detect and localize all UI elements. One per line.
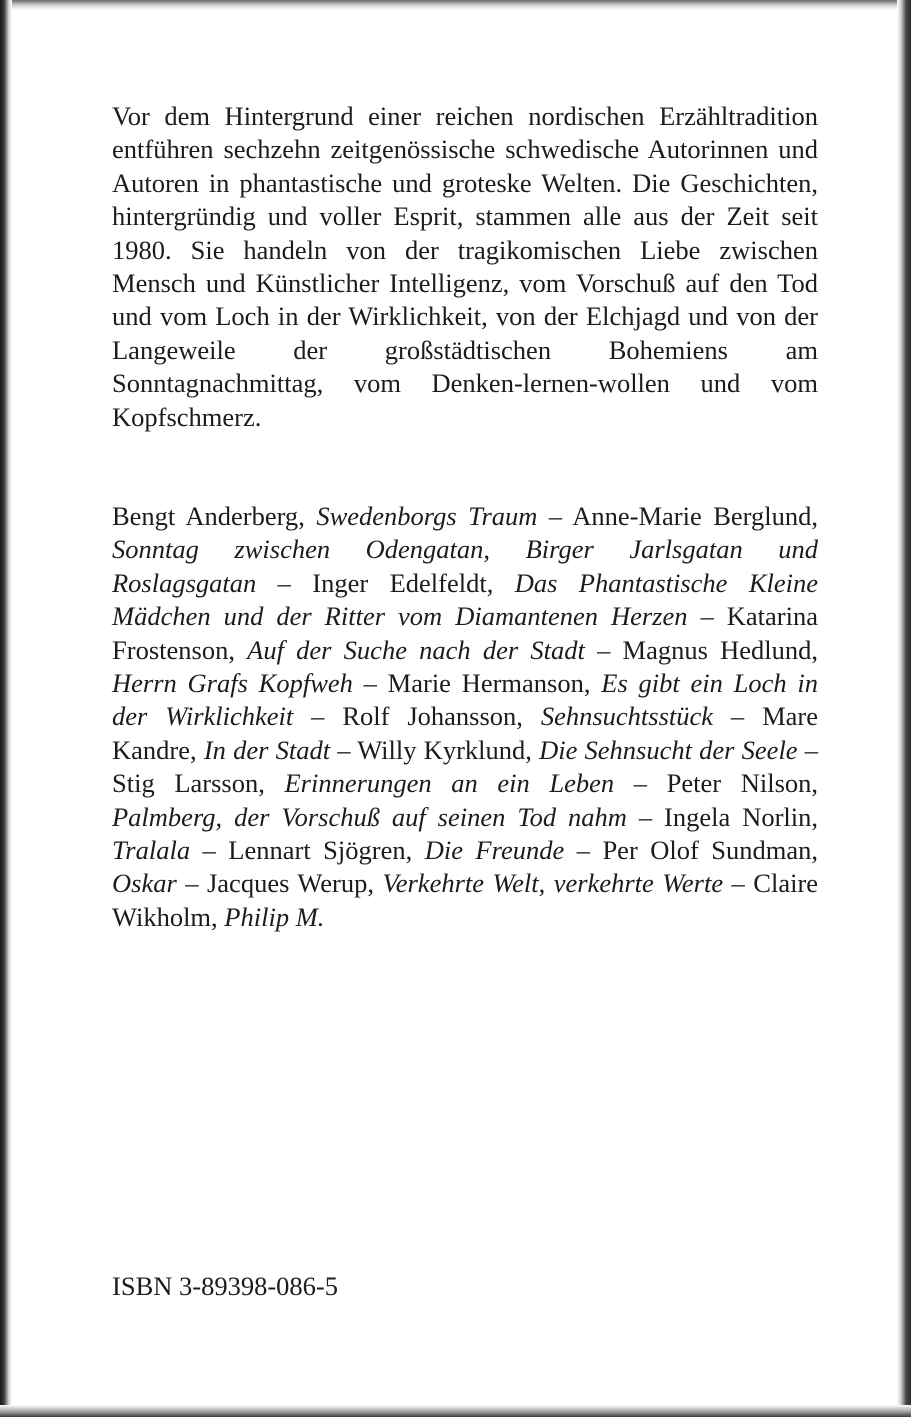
entry-title: Verkehrte Welt, verkehrte Werte [382, 868, 724, 899]
entry-title: Sonntag zwischen Odengatan, Birger Jarlsgatan und Roslagsgatan [112, 534, 818, 598]
contents-entry: Claire Wikholm, Philip M. [112, 868, 819, 932]
entry-author: Jacques Werup [206, 868, 368, 899]
entry-author: Per Olof Sundman [602, 835, 812, 866]
contents-entry: Lennart Sjögren, Die Freunde [228, 835, 565, 866]
entry-title: In der Stadt [203, 734, 331, 765]
entry-author: Marie Hermanson [387, 668, 584, 699]
entry-author: Ingela Norlin [664, 801, 812, 832]
contents-entry: Rolf Johansson, Sehnsuchtsstück [342, 701, 714, 732]
contents-entry: Bengt Anderberg, Swedenborgs Traum [112, 501, 538, 531]
entry-author: Anne-Marie Berglund [572, 501, 812, 531]
entry-author: Willy Kyrklund [357, 734, 526, 765]
entry-title: Herrn Grafs Kopfweh [112, 668, 353, 699]
entry-title: Die Freunde [424, 835, 565, 866]
contents-entry: Per Olof Sundman, Oskar [112, 835, 819, 899]
entry-title: Swedenborgs Traum [316, 501, 538, 531]
contents-entry: Willy Kyrklund, Die Sehnsucht der Seele [357, 734, 798, 765]
contents-entry: Stig Larsson, Erinnerungen an ein Leben [112, 768, 615, 799]
contents-entry: Katarina Frostenson, Auf der Suche nach der Stadt [112, 601, 819, 665]
entry-title: Tralala [112, 835, 191, 866]
entry-separator: – [564, 835, 603, 866]
entry-author: Katarina Frostenson [112, 601, 819, 665]
entry-author: Bengt Anderberg [112, 501, 299, 531]
scan-edge-bottom [0, 1405, 911, 1417]
entry-title: Oskar [112, 868, 177, 899]
entry-separator: – [256, 567, 313, 598]
contents-entry: Inger Edelfeldt, Das Phantastische Kleine Mädchen und der Ritter vom Diamantenen Herzen [112, 567, 818, 632]
entry-separator: – [352, 668, 388, 699]
entry-title: Die Sehnsucht der Seele [539, 734, 798, 765]
contents-entry: Mare Kandre, In der Stadt [112, 701, 818, 765]
entry-author: Inger Edelfeldt [312, 567, 487, 598]
contents-entry: Peter Nilson, Palmberg, der Vorschuß auf seinen Tod nahm [112, 768, 819, 832]
contents-entry: Marie Hermanson, Es gibt ein Loch in der Wirklichkeit [112, 668, 819, 732]
entry-separator: – [626, 801, 665, 832]
entry-separator: – [537, 501, 573, 531]
contents-entry: Anne-Marie Berglund, Sonntag zwischen Odengatan, Birger Jarlsgatan und Roslagsgatan [112, 501, 818, 598]
contents-list [112, 500, 818, 934]
entry-title: Philip M. [224, 901, 325, 932]
entry-separator: – [190, 835, 229, 866]
contents-entry: Ingela Norlin, Tralala [112, 801, 818, 866]
entry-author: Lennart Sjögren [228, 835, 406, 866]
entry-separator: – [330, 734, 358, 765]
entry-author: Peter Nilson [666, 768, 812, 799]
entry-separator: – [584, 634, 623, 665]
entry-author: Stig Larsson [112, 768, 259, 799]
entry-author: Mare Kandre [112, 701, 818, 765]
entry-separator: – [293, 701, 343, 732]
scan-edge-top [0, 0, 911, 10]
entry-separator: – [713, 701, 763, 732]
entry-title: Es gibt ein Loch in der Wirklichkeit [112, 668, 819, 732]
scan-edge-left [0, 0, 12, 1417]
entry-author: Magnus Hedlund [622, 634, 812, 665]
entry-separator: – [614, 768, 667, 799]
isbn: ISBN 3-89398-086-5 [112, 1271, 338, 1301]
entry-title: Sehnsuchtsstück [540, 701, 714, 732]
entry-title: Erinnerungen an ein Leben [284, 768, 615, 799]
scan-edge-right [897, 0, 911, 1417]
blurb-paragraph: Vor dem Hintergrund einer reichen nordischen Erzähltradition entführen sechzehn zeitgenössische schwedische Autorinnen und Autoren in phantastische und groteske Welten. Die Geschichten, hintergründig und voller Esprit, stammen alle aus der Zeit seit 1980. Sie handeln von der tragikomischen Liebe zwischen Mensch und Künstlicher Intelligenz, vom Vorschuß auf den Tod und vom Loch in der Wirklichkeit, von der Elchjagd und von der Langeweile der großstädtischen Bohemiens am Sonntagnachmittag, vom Denken-lernen-wollen und vom Kopfschmerz. [112, 101, 818, 432]
entry-title: Palmberg, der Vorschuß auf seinen Tod nahm [112, 801, 627, 832]
entry-author: Rolf Johansson [342, 701, 517, 732]
entry-separator: – [176, 868, 207, 899]
entry-author: Claire Wikholm [112, 868, 819, 932]
entry-separator: – [687, 601, 727, 632]
contents-entry: Jacques Werup, Verkehrte Welt, verkehrte Werte [206, 868, 724, 899]
entry-title: Auf der Suche nach der Stadt [247, 634, 585, 665]
contents-entry: Magnus Hedlund, Herrn Grafs Kopfweh [112, 634, 819, 699]
entry-separator: – [723, 868, 754, 899]
entry-title: Das Phantastische Kleine Mädchen und der Ritter vom Diamantenen Herzen [112, 567, 818, 632]
entry-separator: – [797, 734, 819, 765]
